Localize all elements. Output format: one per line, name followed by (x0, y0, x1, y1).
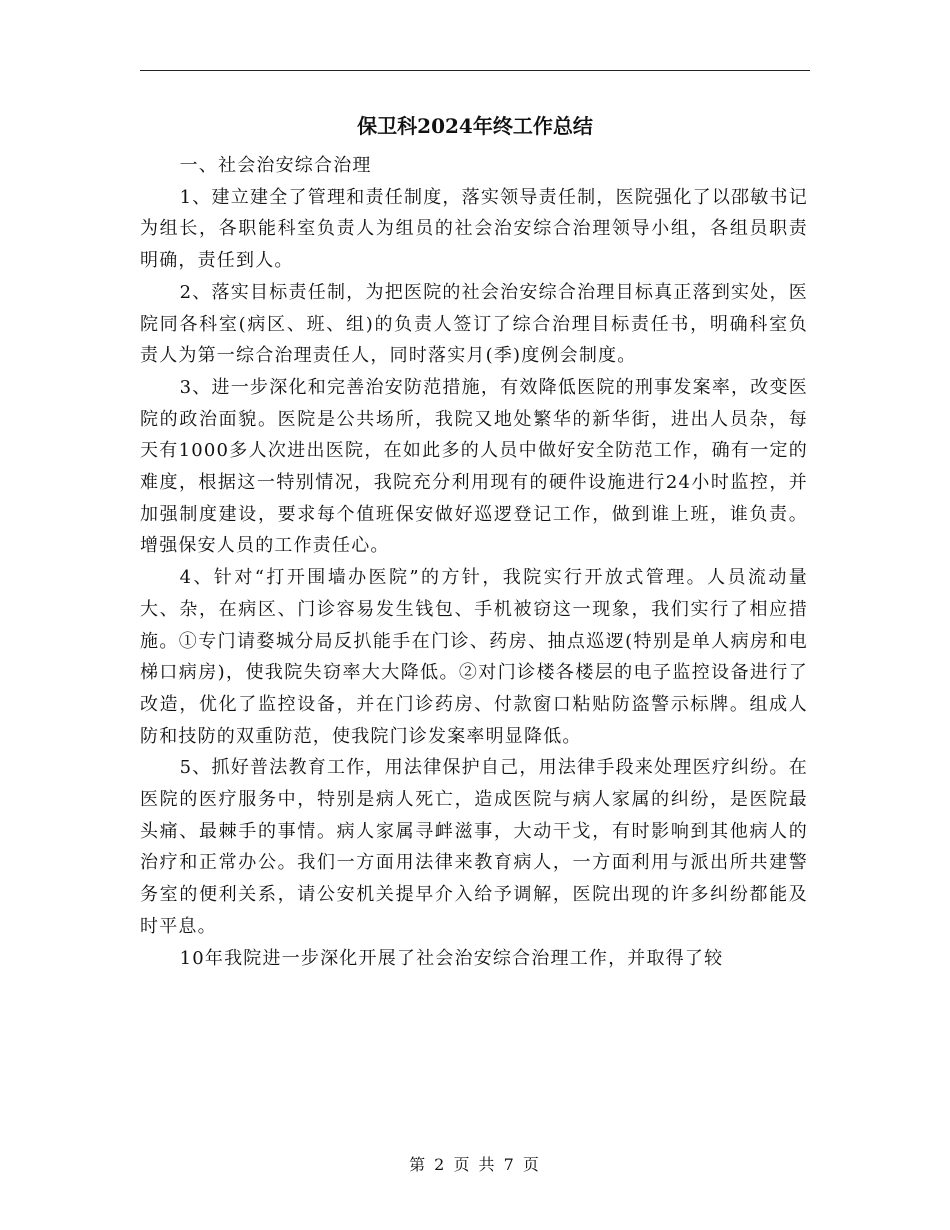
section-heading: 一、社会治安综合治理 (179, 155, 372, 176)
paragraph: 3、进一步深化和完善治安防范措施，有效降低医院的刑事发案率，改变医院的政治面貌。医院是公共场所，我院又地处繁华的新华街，进出人员杂，每天有1000多人次进出医院，在如此多的人员中做好安全防范工作，确有一定的难度，根据这一特别情况，我院充分利用现有的硬件设施进行24小时监控，并加强制度建设，要求每个值班保安做好巡逻登记工作，做到谁上班，谁负责。增强保安人员的工作责任心。 (140, 376, 808, 557)
paragraph: 1、建立建全了管理和责任制度，落实领导责任制，医院强化了以邵敏书记为组长，各职能科室负责人为组员的社会治安综合治理领导小组，各组员职责明确，责任到人。 (140, 186, 808, 272)
paragraph: 4、针对“打开围墙办医院”的方针，我院实行开放式管理。人员流动量大、杂，在病区、门诊容易发生钱包、手机被窃这一现象，我们实行了相应措施。①专门请婺城分局反扒能手在门诊、药房、抽点巡逻(特别是单人病房和电梯口病房)，使我院失窃率大大降低。②对门诊楼各楼层的电子监控设备进行了改造，优化了监控设备，并在门诊药房、付款窗口粘贴防盗警示标牌。组成人防和技防的双重防范，使我院门诊发案率明显降低。 (140, 567, 808, 747)
header-rule (140, 70, 810, 71)
document-title: 保卫科2024年终工作总结 (357, 114, 593, 138)
document-body (140, 150, 808, 974)
paragraph: 5、抓好普法教育工作，用法律保护自己，用法律手段来处理医疗纠纷。在医院的医疗服务中，特别是病人死亡，造成医院与病人家属的纠纷，是医院最头痛、最棘手的事情。病人家属寻衅滋事，大动干戈，有时影响到其他病人的治疗和正常办公。我们一方面用法律来教育病人，一方面利用与派出所共建警务室的便利关系，请公安机关提早介入给予调解，医院出现的许多纠纷都能及时平息。 (140, 757, 808, 937)
paragraph: 2、落实目标责任制，为把医院的社会治安综合治理目标真正落到实处，医院同各科室(病区、班、组)的负责人签订了综合治理目标责任书，明确科室负责人为第一综合治理责任人，同时落实月(季)度例会制度。 (140, 281, 808, 367)
paragraph: 10年我院进一步深化开展了社会治安综合治理工作，并取得了较 (179, 947, 724, 969)
page-number: 第 2 页 共 7 页 (409, 1155, 541, 1174)
